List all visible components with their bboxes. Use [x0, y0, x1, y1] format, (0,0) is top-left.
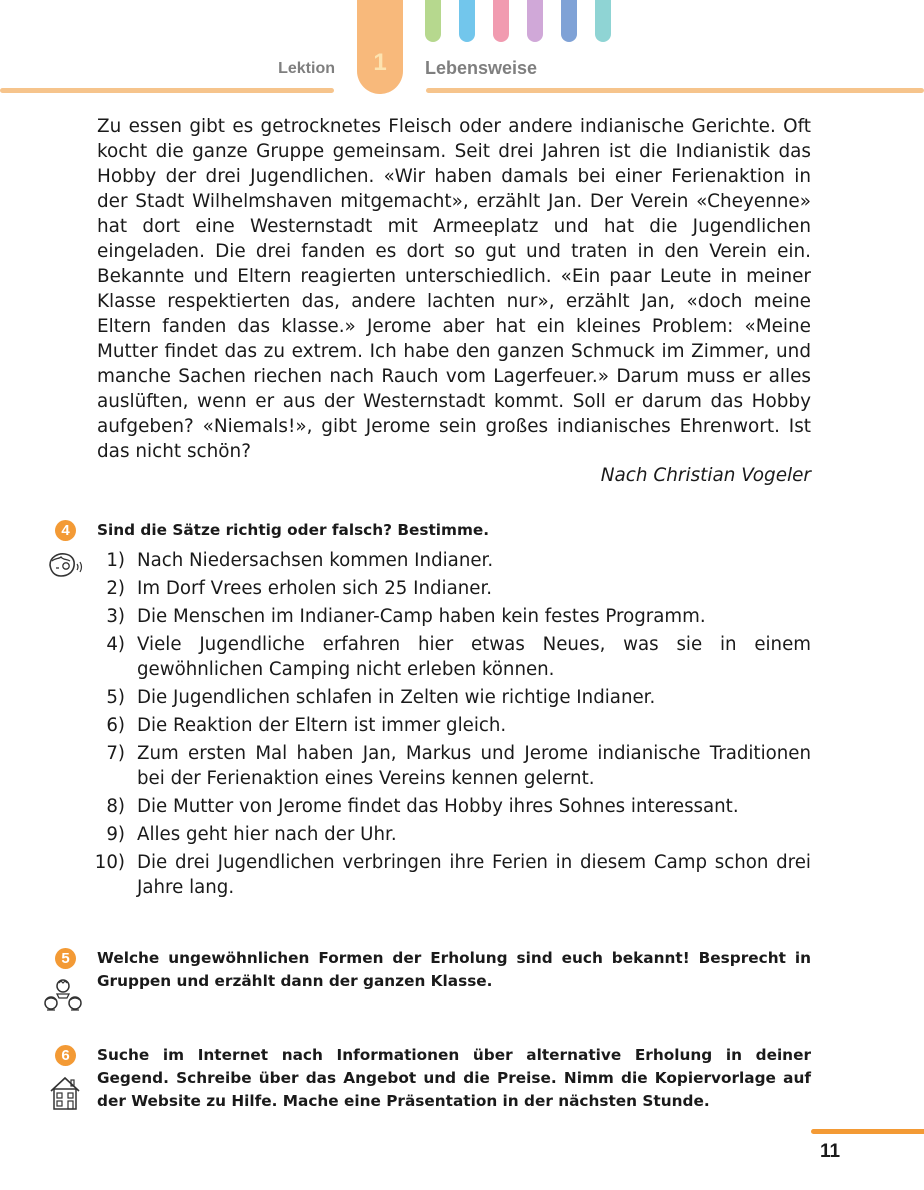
- list-item: [80, 548, 811, 573]
- color-tab: [527, 0, 543, 42]
- lesson-number: 1: [373, 49, 387, 76]
- house-icon: [48, 1074, 82, 1116]
- color-tab: [561, 0, 577, 42]
- list-item-text: Im Dorf Vrees erholen sich 25 Indianer.: [137, 578, 493, 599]
- list-item-number: 3): [106, 606, 125, 627]
- list-item-text: Die Reaktion der Eltern ist immer gleich.: [137, 715, 507, 736]
- statements-list: [80, 548, 811, 903]
- list-item: [80, 576, 811, 601]
- header-rule-right: [426, 88, 924, 93]
- author-credit: Nach Christian Vogeler: [600, 465, 811, 486]
- list-item: [80, 713, 811, 738]
- list-item-text: Die Menschen im Indianer-Camp haben kein festes Programm.: [137, 606, 706, 627]
- reading-paragraph: Zu essen gibt es getrocknetes Fleisch oder andere indianische Gerichte. Oft kocht die ganze Gruppe gemeinsam. Seit drei Jahren ist die Indianistik das Hobby der drei Jugendlichen. «Wir haben damals bei einer Ferienaktion in der Stadt Wilhelmshaven mitgemacht», erzählt Jan. Der Verein «Cheyenne» hat dort eine Westernstadt mit Armeeplatz und hat die Jugendlichen eingeladen. Die drei fanden es dort so gut und traten in den Verein ein. Bekannte und Eltern reagierten unterschiedlich. «Ein paar Leute in meiner Klasse respektierten das, andere lachten nur», erzählt Jan, «doch meine Eltern fanden das klasse.» Jerome aber hat ein kleines Problem: «Meine Mutter findet das zu extrem. Ich habe den ganzen Schmuck im Zimmer, und manche Sachen riechen nach Rauch vom Lagerfeuer.» Darum muss er alles auslüften, wenn er aus der Westernstadt kommt. Soll er darum das Hobby aufgeben? «Niemals!», gibt Jerome sein großes indianisches Ehrenwort. Ist das nicht schön?: [97, 116, 811, 462]
- lesson-tab: [357, 0, 403, 94]
- list-item: [80, 741, 811, 791]
- color-tab: [459, 0, 475, 42]
- header-rule-left: [0, 88, 334, 93]
- list-item-number: 2): [106, 578, 125, 599]
- list-item-number: 1): [106, 550, 125, 571]
- list-item-number: 7): [106, 743, 125, 764]
- list-item-text: Die Jugendlichen schlafen in Zelten wie richtige Indianer.: [137, 687, 656, 708]
- footer-rule: [811, 1129, 924, 1134]
- color-tab: [425, 0, 441, 42]
- list-item-text: Zum ersten Mal haben Jan, Markus und Jerome indianische Traditionen bei der Ferienaktion eines Vereins kennen gelernt.: [137, 743, 811, 789]
- list-item: [80, 632, 811, 682]
- lektion-label: Lektion: [278, 60, 335, 77]
- group-talk-icon: [43, 978, 83, 1018]
- list-item: [80, 822, 811, 847]
- exercise-6-title: Suche im Internet nach Informationen über alternative Erholung in deiner Gegend. Schreibe über das Angebot und die Preise. Nimm die Kopiervorlage auf der Website zu Hilfe. Mache eine Präsentation in der nächsten Stunde.: [97, 1046, 811, 1110]
- color-tab: [595, 0, 611, 42]
- list-item-number: 10): [94, 852, 125, 873]
- list-item-text: Viele Jugendliche erfahren hier etwas Neues, was sie in einem gewöhnlichen Camping nicht erleben können.: [137, 634, 811, 680]
- exercise-4-title: Sind die Sätze richtig oder falsch? Bestimme.: [97, 521, 490, 539]
- list-item-number: 4): [106, 634, 125, 655]
- listening-head-icon: [46, 551, 84, 585]
- page-number: 11: [820, 1141, 841, 1162]
- exercise-number-6: 6: [55, 1045, 76, 1066]
- color-tab: [493, 0, 509, 42]
- exercise-number-4: 4: [55, 520, 76, 541]
- list-item: [80, 850, 811, 900]
- exercise-number-5: 5: [55, 948, 76, 969]
- list-item: [80, 794, 811, 819]
- exercise-5-title: Welche ungewöhnlichen Formen der Erholung sind euch bekannt! Besprecht in Gruppen und erzählt dann der ganzen Klasse.: [97, 949, 811, 990]
- list-item-text: Die drei Jugendlichen verbringen ihre Ferien in diesem Camp schon drei Jahre lang.: [137, 852, 811, 898]
- list-item-number: 5): [106, 687, 125, 708]
- reading-text: [97, 114, 811, 464]
- list-item-text: Alles geht hier nach der Uhr.: [137, 824, 397, 845]
- list-item: [80, 604, 811, 629]
- list-item-number: 8): [106, 796, 125, 817]
- list-item-number: 6): [106, 715, 125, 736]
- list-item-text: Die Mutter von Jerome findet das Hobby ihres Sohnes interessant.: [137, 796, 739, 817]
- list-item: [80, 685, 811, 710]
- list-item-number: 9): [106, 824, 125, 845]
- list-item-text: Nach Niedersachsen kommen Indianer.: [137, 550, 494, 571]
- chapter-title: Lebensweise: [425, 58, 538, 78]
